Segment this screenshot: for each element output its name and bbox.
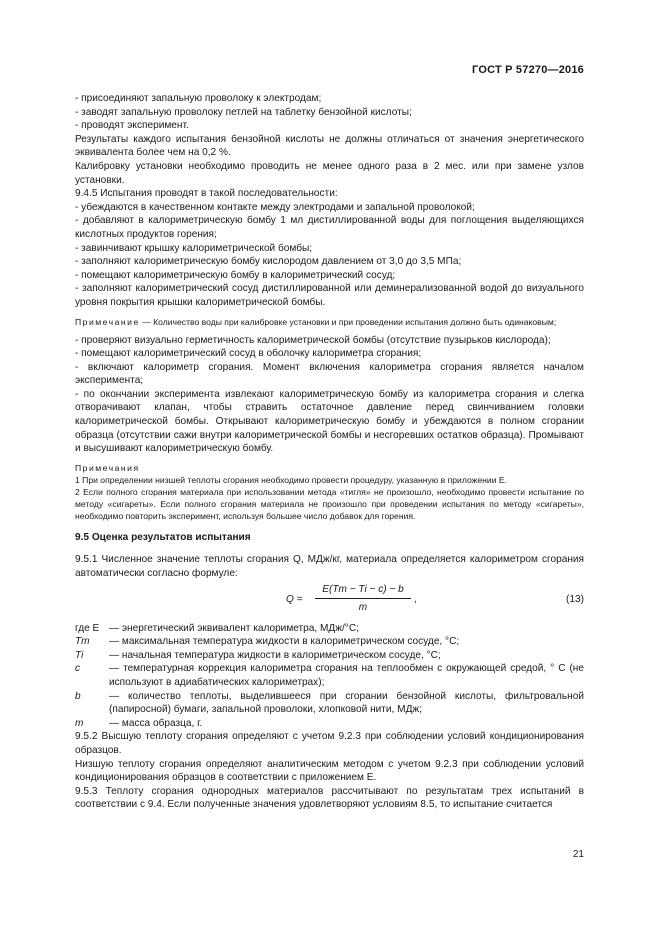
definition-row	[75, 622, 584, 636]
formula-fraction	[315, 583, 411, 615]
definition-symbol: c	[75, 663, 81, 675]
definition-text: — температурная коррекция калориметра сгорания на теплообмен с окружающей средой, ° С (не используют в адиабатических калориметрах);	[109, 663, 584, 688]
definition-text: — количество теплоты, выделившееся при сгорании бензойной кислоты, фильтровальной (папиросной) бумаги, запальной проволоки, хлопковой нити, МДж;	[109, 690, 584, 716]
document-id: ГОСТ Р 57270—2016	[472, 64, 584, 76]
section-heading: 9.5 Оценка результатов испытания	[75, 531, 251, 543]
definition-text: — максимальная температура жидкости в калориметрическом сосуде, °С;	[109, 636, 460, 648]
formula-comma: ,	[414, 593, 417, 605]
list-item: - присоединяют запальную проволоку к электродам;	[75, 93, 322, 104]
list-item: - по окончании эксперимента извлекают калориметрическую бомбу из калориметра сгорания и слегка отворачивают клапан, чтобы стравить остаточное давление перед свинчиванием головки калориметрической бомбы. Открывают калориметрическую бомбу и убеждаются в полном сгорании образца (отсутствии сажи внутри калориметрической бомбы и несгоревших остатков образца). Промывают и высушивают калориметрическую бомбу.	[75, 388, 584, 455]
notes-label: Примечания	[75, 462, 140, 473]
definition-symbol: Tm	[75, 636, 90, 648]
definition-text: — начальная температура жидкости в калориметрическом сосуде, °С;	[109, 649, 441, 661]
definition-text: — энергетический эквивалент калориметра, МДж/°С;	[109, 622, 359, 634]
definition-row	[75, 662, 584, 689]
paragraph: Низшую теплоту сгорания определяют аналитическим методом с учетом 9.2.3 при соблюдении условий кондиционирования образцов в соответствии с приложением Е.	[75, 758, 584, 784]
list-item: - завинчивают крышку калориметрической бомбы;	[75, 242, 313, 254]
paragraph: 9.5.1 Численное значение теплоты сгорания Q, МДж/кг, материала определяется калориметром сгорания автоматически согласно формуле:	[75, 554, 584, 580]
definition-symbol: где E	[75, 622, 100, 634]
list-item: - помещают калориметрическую бомбу в калориметрический сосуд;	[75, 269, 396, 281]
formula-numerator: E(Tm − Ti − c) − b	[322, 583, 404, 595]
paragraph: Калибровку установки необходимо проводить не менее одного раза в 2 мес. или при замене узлов установки.	[75, 160, 584, 186]
fraction-bar	[315, 598, 411, 599]
definition-symbol: b	[75, 690, 81, 702]
note-item: 2 Если полного сгорания материала при использовании метода «тигля» не произошло, необходимо провести испытание по методу «сигареты». Если полного сгорания материала не произошло при проведении испытания по методу «сигареты», необходимо повторить эксперимент, используя большее число добавок для горения.	[75, 486, 584, 521]
list-item: - помещают калориметрический сосуд в оболочку калориметра сгорания;	[75, 348, 422, 360]
equation-number: (13)	[566, 593, 584, 605]
page-number: 21	[572, 849, 584, 860]
note-text: — Количество воды при калибровке установки и при проведении испытания должно быть одинаковым;	[139, 316, 557, 327]
note-label: Примечание	[75, 316, 140, 327]
definition-text: — масса образца, г.	[109, 717, 203, 729]
list-item: - проводят эксперимент.	[75, 120, 189, 132]
definition-row	[75, 635, 584, 649]
paragraph: 9.5.3 Теплоту сгорания однородных материалов рассчитывают по результатам трех испытаний в соответствии с 9.4. Если полученные значения удовлетворяют условиям 8.5, то испытание считается	[75, 785, 584, 811]
list-item: - включают калориметр сгорания. Момент включения калориметра сгорания является началом эксперимента;	[75, 361, 584, 387]
page-body	[75, 92, 584, 812]
formula-denominator: m	[358, 602, 368, 614]
paragraph: Результаты каждого испытания бензойной кислоты не должны отличаться от значения энергетического эквивалента более чем на 0,2 %.	[75, 133, 584, 159]
definition-row	[75, 649, 584, 663]
note	[75, 316, 584, 328]
formula	[75, 583, 584, 619]
definition-row	[75, 717, 584, 731]
definition-symbol: Ti	[75, 649, 84, 661]
list-item: - добавляют в калориметрическую бомбу 1 мл дистиллированной воды для поглощения выделяющихся кислотных продуктов горения;	[75, 215, 584, 240]
note-item: 1 При определении низшей теплоты сгорания необходимо провести процедуру, указанную в приложении Е.	[75, 474, 508, 485]
list-item: - проверяют визуально герметичность калориметрической бомбы (отсутствие пузырьков кислорода);	[75, 334, 551, 346]
list-item: - заводят запальную проволоку петлей на таблетку бензойной кислоты;	[75, 106, 412, 118]
definition-row	[75, 690, 584, 717]
formula-lhs: Q =	[286, 593, 303, 605]
paragraph: 9.5.2 Высшую теплоту сгорания определяют с учетом 9.2.3 при соблюдении условий кондиционирования образцов.	[75, 731, 584, 756]
definition-symbol: m	[75, 717, 84, 729]
list-item: - заполняют калориметрическую бомбу кислородом давлением от 3,0 до 3,5 МПа;	[75, 256, 462, 268]
paragraph: 9.4.5 Испытания проводят в такой последовательности:	[75, 188, 338, 200]
list-item: - убеждаются в качественном контакте между электродами и запальной проволокой;	[75, 201, 475, 213]
list-item: - заполняют калориметрический сосуд дистиллированной или деминерализованной водой до визуального уровня покрытия крышки калориметрической бомбы.	[75, 283, 584, 308]
